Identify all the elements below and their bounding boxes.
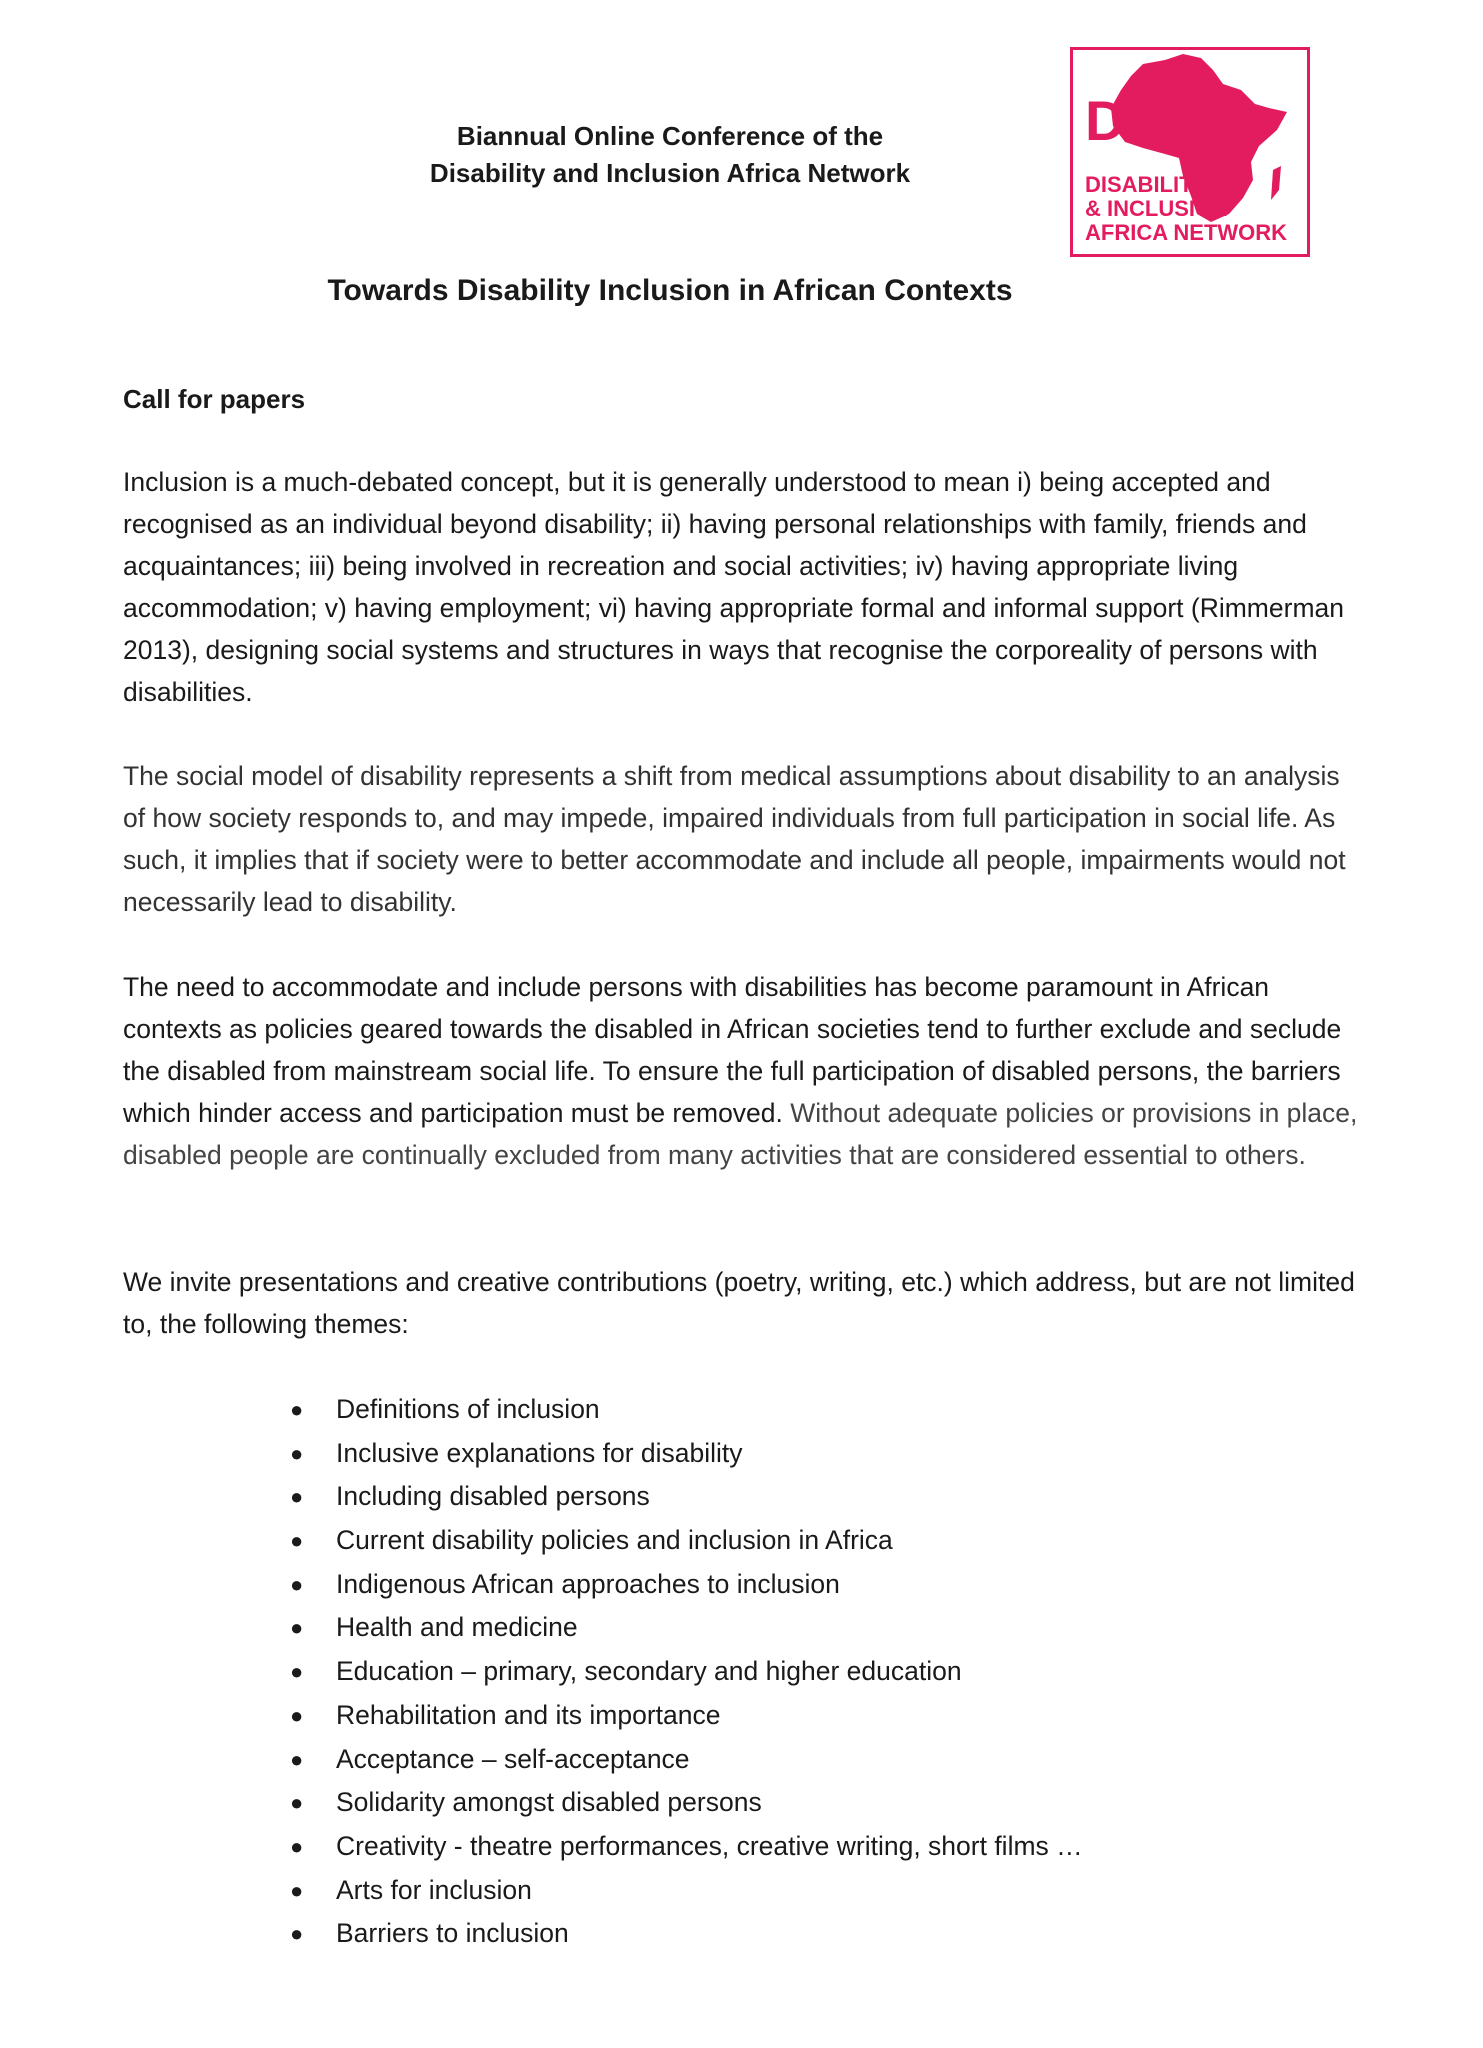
- dia-logo: [1070, 47, 1310, 257]
- logo-line2: & INCLUSION: [1085, 196, 1228, 221]
- themes-list: [290, 1388, 1083, 1956]
- africa-map-logo-icon: [1073, 50, 1307, 254]
- theme-label: Definitions of inclusion: [336, 1394, 600, 1424]
- theme-list-item: [290, 1388, 1083, 1432]
- paragraph-need-to-accommodate: [123, 966, 1368, 1176]
- bullet-icon: ●: [290, 1877, 304, 1903]
- theme-label: Health and medicine: [336, 1612, 578, 1643]
- theme-label: Solidarity amongst disabled persons: [336, 1787, 762, 1818]
- theme-label: Inclusive explanations for disability: [336, 1437, 743, 1468]
- logo-mark: DIA: [1085, 89, 1182, 152]
- theme-list-item: [290, 1694, 1083, 1738]
- conference-header-line2: Disability and Inclusion Africa Network: [429, 158, 911, 188]
- theme-list-item: [290, 1563, 1083, 1607]
- theme-label: Rehabilitation and its importance: [336, 1699, 721, 1730]
- theme-label: Acceptance – self-acceptance: [336, 1743, 690, 1774]
- theme-list-item: [290, 1432, 1083, 1476]
- theme-list-item: [290, 1606, 1083, 1650]
- logo-line3: AFRICA NETWORK: [1085, 220, 1288, 245]
- theme-list-item: [290, 1650, 1083, 1694]
- theme-list-item: [290, 1781, 1083, 1825]
- paragraph-social-model: The social model of disability represents a shift from medical assumptions about disability to an analysis of how society responds to, and may impede, impaired individuals from full participation in social life. As such, it implies that if society were to better accommodate and include all people, impairments would not necessarily lead to disability.: [123, 761, 1346, 917]
- bullet-icon: ●: [290, 1833, 304, 1859]
- bullet-icon: ●: [290, 1528, 304, 1554]
- bullet-icon: ●: [290, 1615, 304, 1641]
- bullet-icon: ●: [290, 1440, 304, 1466]
- bullet-icon: ●: [290, 1921, 304, 1947]
- theme-label: Arts for inclusion: [336, 1874, 532, 1905]
- paragraph-invitation: We invite presentations and creative contributions (poetry, writing, etc.) which address, but are not limited to, the following themes:: [123, 1267, 1355, 1339]
- bullet-icon: ●: [290, 1397, 304, 1422]
- bullet-icon: ●: [290, 1746, 304, 1772]
- theme-list-item: [290, 1738, 1083, 1782]
- theme-label: Creativity - theatre performances, creative writing, short films …: [336, 1830, 1083, 1861]
- madagascar-shape: [1271, 166, 1281, 200]
- bullet-icon: ●: [290, 1484, 304, 1510]
- bullet-icon: ●: [290, 1702, 304, 1728]
- theme-list-item: [290, 1475, 1083, 1519]
- paragraph-need-main: The need to accommodate and include persons with disabilities has become paramount in African contexts as policies geared towards the disabled in African societies tend to further exclude and seclude the disabled from mainstream social life. To ensure the full participation of disabled persons, the barriers which hinder access and participation must be removed.: [123, 972, 1342, 1128]
- theme-label: Current disability policies and inclusion in Africa: [336, 1525, 893, 1556]
- bullet-icon: ●: [290, 1659, 304, 1685]
- logo-line1: DISABILITY: [1085, 172, 1208, 197]
- theme-list-item: [290, 1912, 1083, 1956]
- theme-list-item: [290, 1825, 1083, 1869]
- conference-header-line1: Biannual Online Conference of the: [456, 121, 884, 151]
- page-title: Towards Disability Inclusion in African Contexts: [327, 274, 1013, 307]
- theme-label: Including disabled persons: [336, 1481, 650, 1512]
- theme-list-item: [290, 1869, 1083, 1913]
- paragraph-inclusion-definition: Inclusion is a much-debated concept, but it is generally understood to mean i) being accepted and recognised as an individual beyond disability; ii) having personal relationships with family, friends and acquaintances; iii) being involved in recreation and social activities; iv) having appropriate living accommodation; v) having employment; vi) having appropriate formal and informal support (Rimmerman 2013), designing social systems and structures in ways that recognise the corporeality of persons with disabilities.: [123, 467, 1344, 707]
- conference-header: [420, 118, 920, 192]
- theme-label: Barriers to inclusion: [336, 1918, 569, 1949]
- theme-label: Indigenous African approaches to inclusion: [336, 1568, 840, 1599]
- bullet-icon: ●: [290, 1571, 304, 1597]
- paragraph-need-tail: Without adequate policies or provisions in place, disabled people are continually excluded from many activities that are considered essential to others.: [123, 1098, 1358, 1170]
- bullet-icon: ●: [290, 1790, 304, 1816]
- theme-list-item: [290, 1519, 1083, 1563]
- section-heading: Call for papers: [123, 384, 306, 414]
- theme-label: Education – primary, secondary and higher education: [336, 1656, 962, 1687]
